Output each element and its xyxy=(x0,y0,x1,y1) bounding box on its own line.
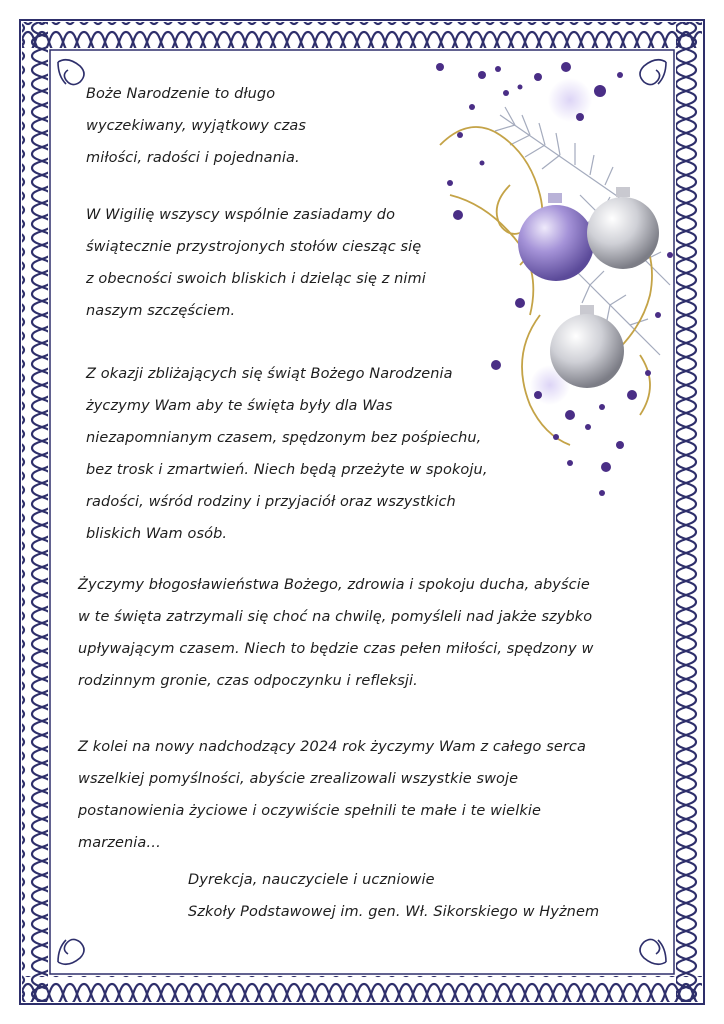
text-line: radości, wśród rodziny i przyjaciół oraz wszystkich xyxy=(86,494,456,510)
greeting-paragraph-1 xyxy=(86,78,306,174)
greeting-paragraph-5 xyxy=(78,731,586,859)
text-line: bez trosk i zmartwień. Niech będą przeżyte w spokoju, xyxy=(86,462,488,478)
signature xyxy=(188,864,599,928)
text-line: Boże Narodzenie to długo xyxy=(86,86,276,102)
text-line: W Wigilię wszyscy wspólnie zasiadamy do xyxy=(86,207,396,223)
text-line: w te święta zatrzymali się choć na chwilę, pomyśleli nad jakże szybko xyxy=(78,609,593,625)
text-line: niezapomnianym czasem, spędzonym bez pośpiechu, xyxy=(86,430,482,446)
greeting-paragraph-4 xyxy=(78,569,593,697)
text-line: Z kolei na nowy nadchodzący 2024 rok życzymy Wam z całego serca xyxy=(78,739,586,755)
text-line: postanowienia życiowe i oczywiście spełnili te małe i te wielkie xyxy=(78,803,541,819)
text-line: naszym szczęściem. xyxy=(86,303,236,319)
signature-line: Szkoły Podstawowej im. gen. Wł. Sikorskiego w Hyżnem xyxy=(188,904,600,920)
greeting-paragraph-2 xyxy=(86,199,426,327)
silver-bauble-icon xyxy=(550,314,624,388)
text-line: rodzinnym gronie, czas odpoczynku i refleksji. xyxy=(78,673,418,689)
text-line: miłości, radości i pojednania. xyxy=(86,150,300,166)
greeting-paragraph-3 xyxy=(86,358,488,550)
text-line: marzenia… xyxy=(78,835,162,851)
text-line: upływającym czasem. Niech to będzie czas pełen miłości, spędzony w xyxy=(78,641,594,657)
text-line: życzymy Wam aby te święta były dla Was xyxy=(86,398,393,414)
purple-bauble-icon xyxy=(518,205,594,281)
text-line: wyczekiwany, wyjątkowy czas xyxy=(86,118,307,134)
text-line: Życzymy błogosławieństwa Bożego, zdrowia i spokoju ducha, abyście xyxy=(78,577,590,593)
text-line: Z okazji zbliżających się świąt Bożego Narodzenia xyxy=(86,366,453,382)
text-line: z obecności swoich bliskich i dzieląc się z nimi xyxy=(86,271,426,287)
text-line: bliskich Wam osób. xyxy=(86,526,228,542)
silver-bauble-icon xyxy=(587,197,659,269)
signature-line: Dyrekcja, nauczyciele i uczniowie xyxy=(188,872,435,888)
text-line: wszelkiej pomyślności, abyście zrealizowali wszystkie swoje xyxy=(78,771,519,787)
text-line: świątecznie przystrojonych stołów ciesząc się xyxy=(86,239,422,255)
